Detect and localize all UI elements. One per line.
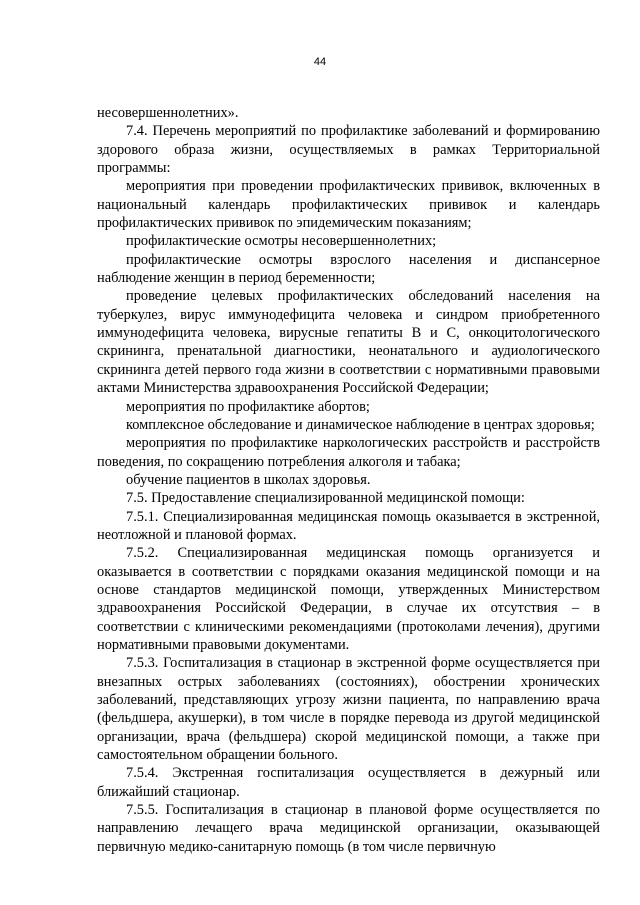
paragraph: 7.5.2. Специализированная медицинская помощь организуется и оказывается в соответствии с порядками оказания медицинской помощи и на основе стандартов медицинской помощи, утвержденных Министерством здравоохранения Российской Федерации, в случае их отсутствия – в соответствии с клиническими рекомендациями (протоколами лечения), другими нормативными правовыми документами. bbox=[97, 545, 600, 653]
paragraph: мероприятия при проведении профилактических прививок, включенных в национальный календарь профилактических прививок и календарь профилактических прививок по эпидемическим показаниям; bbox=[97, 178, 600, 232]
paragraph: профилактические осмотры взрослого населения и диспансерное наблюдение женщин в период беременности; bbox=[97, 251, 600, 287]
document-body bbox=[97, 104, 600, 856]
paragraph: мероприятия по профилактике наркологических расстройств и расстройств поведения, по сокращению потребления алкоголя и табака; bbox=[97, 435, 600, 470]
paragraph: профилактические осмотры несовершеннолетних; bbox=[126, 233, 437, 250]
paragraph: комплексное обследование и динамическое наблюдение в центрах здоровья; bbox=[126, 416, 595, 433]
paragraph: 7.5.3. Госпитализация в стационар в экстренной форме осуществляется при внезапных острых заболеваниях (состояниях), обострении хронических заболеваний, представляющих угрозу жизни пациента, по направлению врача (фельдшера, акушерки), в том числе в порядке перевода из другой медицинской организации, врача (фельдшера) скорой медицинской помощи, а также при самостоятельном обращении больного. bbox=[97, 655, 600, 764]
paragraph: несовершеннолетних». bbox=[97, 105, 239, 121]
paragraph: мероприятия по профилактике абортов; bbox=[126, 398, 370, 415]
paragraph: 7.5.5. Госпитализация в стационар в плановой форме осуществляется по направлению лечащего врача медицинской организации, оказывающей первичную медико-санитарную помощь (в том числе первичную bbox=[97, 802, 600, 855]
page-number: 44 bbox=[313, 56, 327, 68]
paragraph: 7.5.1. Специализированная медицинская помощь оказывается в экстренной, неотложной и плановой формах. bbox=[97, 508, 600, 543]
paragraph: 7.5.4. Экстренная госпитализация осуществляется в дежурный или ближайший стационар. bbox=[97, 765, 600, 800]
paragraph: проведение целевых профилактических обследований населения на туберкулез, вирус иммунодефицита человека и синдром приобретенного иммунодефицита человека, вирусные гепатиты В и С, онкоцитологического скрининга, пренатальной диагностики, неонатального и аудиологического скрининга детей первого года жизни в соответствии с нормативными правовыми актами Министерства здравоохранения Российской Федерации; bbox=[97, 288, 600, 397]
paragraph: обучение пациентов в школах здоровья. bbox=[126, 471, 371, 488]
paragraph: 7.4. Перечень мероприятий по профилактике заболеваний и формированию здорового образа жизни, осуществляемых в рамках Территориальной программы: bbox=[97, 123, 600, 177]
paragraph: 7.5. Предоставление специализированной медицинской помощи: bbox=[126, 490, 525, 507]
